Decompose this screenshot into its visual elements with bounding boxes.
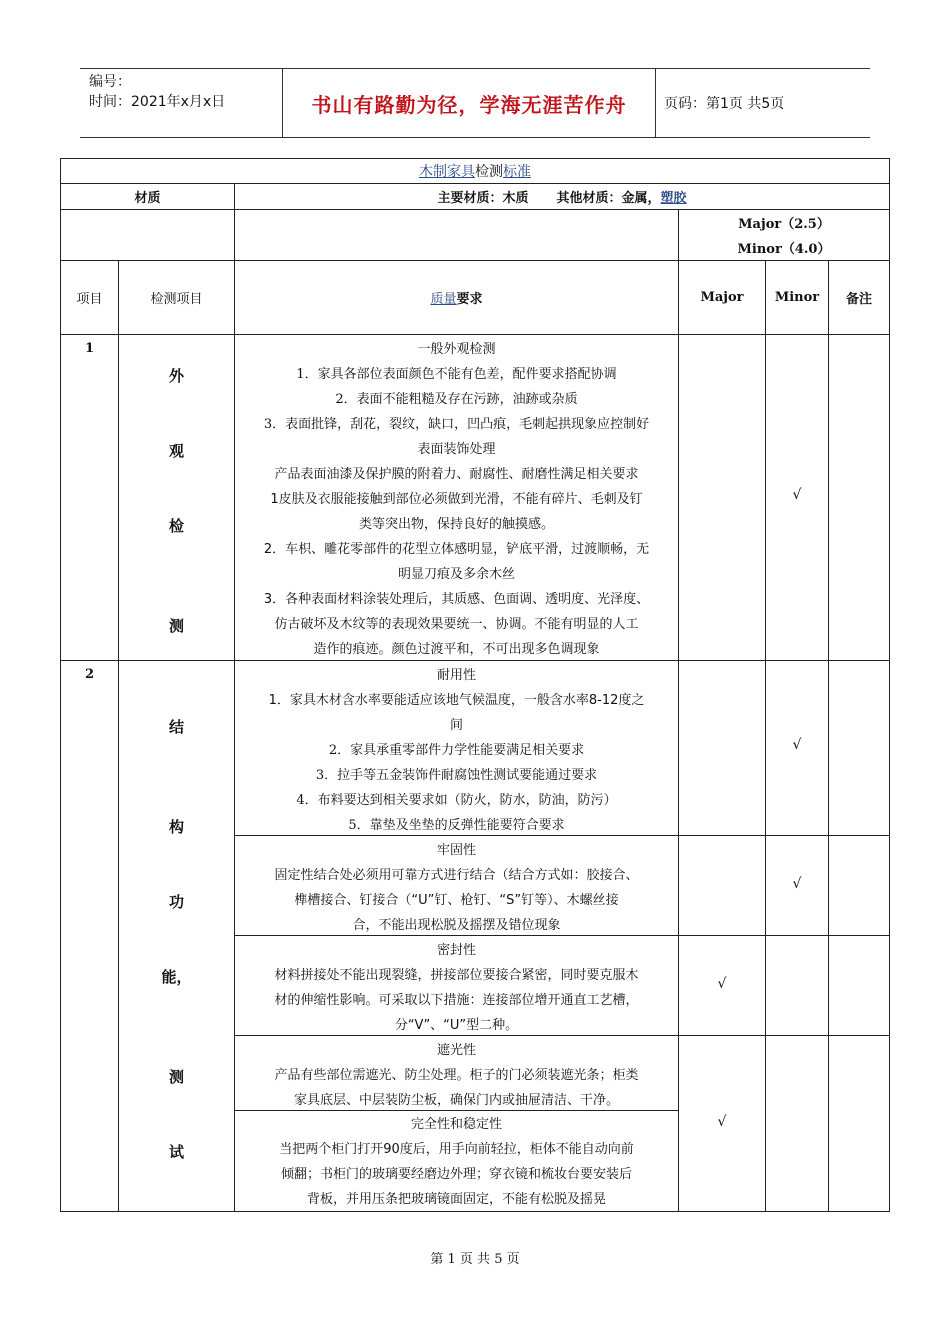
requirement-line: 5．靠垫及坐垫的反弹性能要符合要求 bbox=[348, 818, 565, 833]
shading-stability-major bbox=[678, 1035, 766, 1212]
durability-remark bbox=[828, 660, 890, 836]
firmness-lines bbox=[235, 838, 678, 938]
page-footer: 第 1 页 共 5 页 bbox=[430, 1252, 520, 1267]
col-item: 项目 bbox=[60, 260, 119, 335]
check-mark: √ bbox=[717, 976, 727, 992]
requirement-line: 榫槽接合、钉接合（“U”钉、枪钉、“S”钉等）、木螺丝接 bbox=[294, 893, 619, 908]
section1-remark bbox=[828, 334, 890, 661]
requirement-line: 仿古破坏及木纹等的表现效果要统一、协调。不能有明显的人工 bbox=[274, 617, 639, 632]
check-mark: √ bbox=[792, 876, 802, 892]
title-part-furniture[interactable]: 木制家具 bbox=[419, 164, 475, 180]
requirement-line: 合，不能出现松脱及摇摆及错位现象 bbox=[352, 918, 561, 933]
stability-lines bbox=[235, 1112, 678, 1212]
aql-empty-mid bbox=[234, 209, 679, 261]
table-title bbox=[60, 158, 890, 184]
section1-major bbox=[678, 334, 766, 661]
firmness-requirements bbox=[234, 835, 679, 936]
requirement-heading: 表面装饰处理 bbox=[417, 442, 496, 457]
requirement-heading: 完全性和稳定性 bbox=[410, 1117, 502, 1132]
check-mark: √ bbox=[792, 737, 802, 753]
durability-minor bbox=[765, 660, 829, 836]
requirement-line: 2．家具承重零部件力学性能要满足相关要求 bbox=[328, 743, 585, 758]
material-plastic-link[interactable]: 塑胶 bbox=[660, 191, 687, 206]
requirement-line: 固定性结合处必须用可靠方式进行结合（结合方式如：胶接合、 bbox=[274, 868, 639, 883]
section1-requirements bbox=[234, 334, 679, 661]
sealing-major bbox=[678, 935, 766, 1036]
col-minor: Minor bbox=[765, 260, 829, 335]
firmness-remark bbox=[828, 835, 890, 936]
requirement-line: 分“V”、“U”型二种。 bbox=[394, 1018, 519, 1033]
requirement-line: 明显刀痕及多余木丝 bbox=[397, 567, 515, 582]
requirement-heading: 一般外观检测 bbox=[417, 342, 496, 357]
requirement-line: 当把两个柜门打开90度后，用手向前轻拉，柜体不能自动向前 bbox=[279, 1142, 634, 1157]
requirement-line: 2．表面不能粗糙及存在污跡，油跡或杂质 bbox=[335, 392, 578, 407]
requirement-line: 3．表面批锋，刮花，裂纹，缺口，凹凸痕，毛刺起拱现象应控制好 bbox=[263, 417, 650, 432]
requirement-line: 1皮肤及衣服能接触到部位必须做到光滑，不能有碎片、毛刺及钉 bbox=[270, 492, 643, 507]
section2-number-cell bbox=[60, 660, 119, 1212]
section1-number: 1 bbox=[84, 341, 95, 356]
col-quality bbox=[234, 260, 679, 335]
section1-char: 观 bbox=[168, 442, 184, 460]
requirement-line: 2．车枳、雕花零部件的花型立体感明显，铲底平滑，过渡顺畅，无 bbox=[263, 542, 650, 557]
requirement-heading: 牢固性 bbox=[436, 843, 476, 858]
shading-requirements bbox=[234, 1035, 679, 1111]
section1-number-cell bbox=[60, 334, 119, 661]
section2-char: 结 bbox=[168, 718, 184, 736]
title-part-inspection: 检测 bbox=[475, 164, 503, 180]
page-header bbox=[80, 68, 870, 138]
col-quality-suffix: 要求 bbox=[456, 292, 483, 307]
sealing-lines bbox=[235, 938, 678, 1038]
firmness-minor bbox=[765, 835, 829, 936]
durability-requirements bbox=[234, 660, 679, 836]
requirement-line: 材的伸缩性影响。可采取以下措施：连接部位增开通直工艺槽， bbox=[274, 993, 639, 1008]
sealing-minor bbox=[765, 935, 829, 1036]
requirement-line: 造作的痕迹。颜色过渡平和，不可出现多色调现象 bbox=[313, 642, 600, 657]
section2-char: 测 bbox=[168, 1068, 184, 1086]
requirement-line: 产品表面油漆及保护膜的附着力、耐腐性、耐磨性满足相关要求 bbox=[274, 467, 639, 482]
check-mark: √ bbox=[792, 487, 802, 503]
shading-lines bbox=[235, 1038, 678, 1113]
aql-empty-left bbox=[60, 209, 235, 261]
requirement-line: 3．各种表面材料涂装处理后，其质感、色面调、透明度、光泽度、 bbox=[263, 592, 650, 607]
code-label: 编号： bbox=[89, 74, 131, 90]
section2-char: 构 bbox=[168, 818, 184, 836]
col-quality-link[interactable]: 质量 bbox=[430, 292, 457, 307]
requirement-line: 4．布料要达到相关要求如（防火，防水，防油，防污） bbox=[296, 793, 617, 808]
header-info bbox=[80, 69, 282, 137]
section1-lines bbox=[235, 337, 678, 662]
aql-levels bbox=[678, 209, 890, 261]
requirement-line: 产品有些部位需遮光、防尘处理。柜子的门必须装遮光条；柜类 bbox=[274, 1068, 639, 1083]
material-other: 其他材质：金属， bbox=[556, 191, 661, 206]
major-aql: Major（2.5） bbox=[738, 217, 830, 232]
material-value bbox=[234, 183, 890, 210]
firmness-major bbox=[678, 835, 766, 936]
requirement-heading: 耐用性 bbox=[436, 668, 476, 683]
shading-stability-remark bbox=[828, 1035, 890, 1212]
col-remark: 备注 bbox=[828, 260, 890, 335]
requirement-line: 类等突出物，保持良好的触摸感。 bbox=[358, 517, 554, 532]
time-label: 时间：2021年x月x日 bbox=[89, 94, 226, 110]
requirement-heading: 密封性 bbox=[436, 943, 476, 958]
check-mark: √ bbox=[717, 1114, 727, 1130]
minor-aql: Minor（4.0） bbox=[737, 242, 831, 257]
section2-char: 试 bbox=[168, 1143, 184, 1161]
header-motto: 书山有路勤为径，学海无涯苦作舟 bbox=[282, 69, 656, 137]
section2-char: 能， bbox=[161, 968, 192, 986]
section2-number: 2 bbox=[84, 667, 95, 682]
header-page-label: 页码：第1页 共5页 bbox=[664, 96, 785, 112]
sealing-requirements bbox=[234, 935, 679, 1036]
col-major: Major bbox=[678, 260, 766, 335]
material-main: 主要材质：木质 bbox=[437, 191, 529, 206]
material-label: 材质 bbox=[60, 183, 235, 210]
requirement-line: 间 bbox=[449, 718, 463, 733]
col-test-item: 检测项目 bbox=[118, 260, 235, 335]
requirement-line: 家具底层、中层装防尘板，确保门内或抽屉清洁、干净。 bbox=[293, 1093, 619, 1108]
requirement-line: 材料拼接处不能出现裂缝，拼接部位要接合紧密，同时要克服木 bbox=[274, 968, 639, 983]
section1-char: 测 bbox=[168, 617, 184, 635]
stability-requirements bbox=[234, 1110, 679, 1212]
requirement-line: 1．家具各部位表面颜色不能有色差，配件要求搭配协调 bbox=[296, 367, 617, 382]
durability-major bbox=[678, 660, 766, 836]
section1-minor bbox=[765, 334, 829, 661]
requirement-line: 背板，并用压条把玻璃镜面固定，不能有松脱及摇晃 bbox=[306, 1192, 606, 1207]
durability-lines bbox=[235, 663, 678, 838]
shading-stability-minor bbox=[765, 1035, 829, 1212]
requirement-line: 3．拉手等五金装饰件耐腐蚀性测试要能通过要求 bbox=[315, 768, 598, 783]
requirement-line: 1．家具木材含水率要能适应该地气候温度，一般含水率8-12度之 bbox=[268, 693, 645, 708]
section2-char: 功 bbox=[168, 893, 184, 911]
section1-char: 检 bbox=[168, 517, 184, 535]
section1-char: 外 bbox=[168, 367, 184, 385]
sealing-remark bbox=[828, 935, 890, 1036]
title-part-standard[interactable]: 标准 bbox=[503, 164, 531, 180]
section2-name-cell bbox=[118, 660, 235, 1212]
inspection-standard-table bbox=[60, 158, 890, 1212]
section1-name-cell bbox=[118, 334, 235, 661]
requirement-heading: 遮光性 bbox=[436, 1043, 476, 1058]
requirement-line: 倾翻；书柜门的玻璃要经磨边外理；穿衣镜和梳妆台要安装后 bbox=[280, 1167, 632, 1182]
